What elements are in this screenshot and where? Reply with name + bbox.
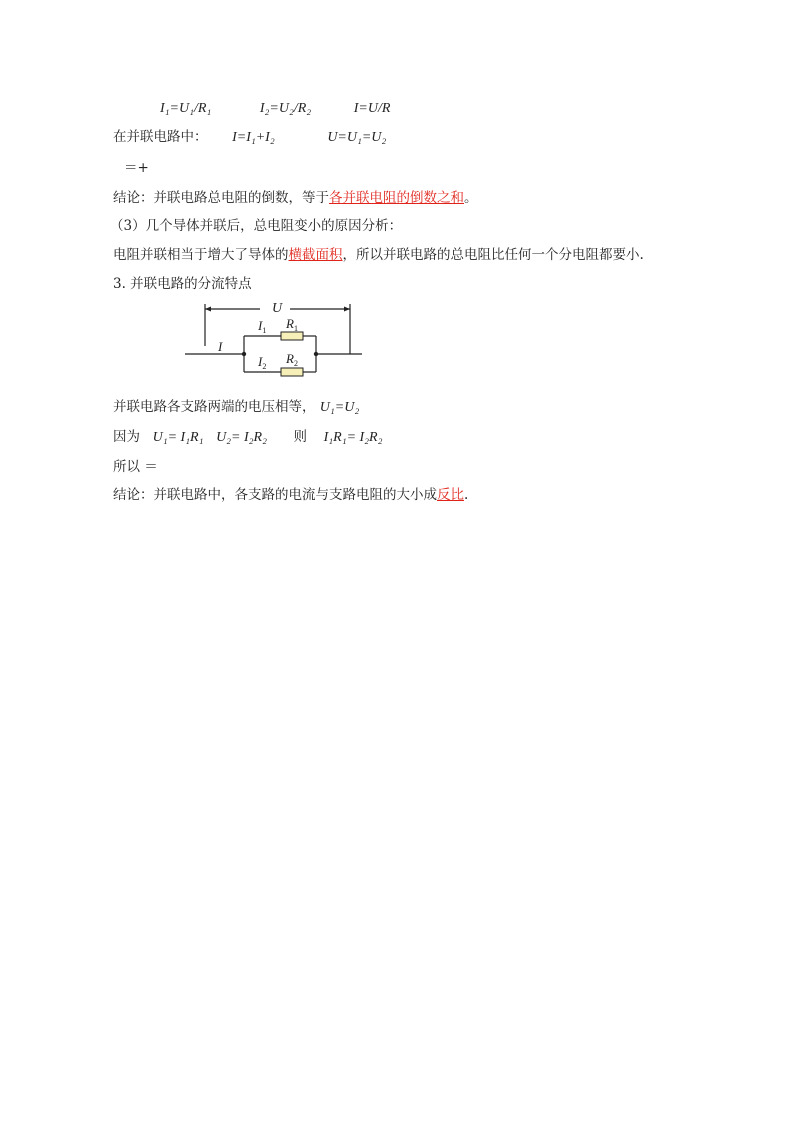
label-r2-sub: 2 [293, 359, 298, 368]
conclusion-2-answer: 反比 [437, 487, 464, 503]
conclusion-1-text: 结论：并联电路总电阻的倒数，等于 [113, 190, 329, 206]
formula-i: I=U/R [353, 101, 391, 116]
resistor-r2 [281, 368, 303, 376]
label-r2-main: R [286, 351, 294, 366]
ohm-law-equal: I₁R₁= I₂R₂ [323, 430, 383, 445]
formula-row-top [160, 99, 390, 118]
conclusion-2 [113, 486, 468, 504]
conclusion-2-end: . [464, 487, 469, 503]
label-r1-main: R [286, 316, 294, 331]
junction-right [314, 352, 318, 356]
resistor-r1 [281, 332, 303, 340]
label-i1 [257, 318, 266, 335]
explanation-end: ，所以并联电路的总电阻比任何一个分电阻都要小. [342, 247, 644, 263]
label-r1 [285, 316, 298, 333]
because-line [113, 428, 382, 447]
conclusion-1-end: 。 [464, 190, 478, 206]
junction-left [242, 352, 246, 356]
label-i2-main: I [258, 354, 263, 369]
ohm-law-2: U₂= I₂R₂ [216, 430, 267, 445]
then-word: 则 [293, 429, 308, 445]
label-r1-sub: 1 [293, 324, 298, 333]
label-i1-sub: 1 [262, 326, 267, 335]
label-i2 [257, 354, 266, 371]
u-arrowhead-right [344, 307, 350, 312]
label-r2 [285, 351, 298, 368]
voltage-equal-formula-2: U₁=U₂ [319, 400, 360, 415]
heading-3: 3. 并联电路的分流特点 [113, 276, 252, 292]
parallel-circuit-diagram [180, 296, 370, 382]
voltage-equal-text: 并联电路各支路两端的电压相等， [113, 399, 316, 415]
label-u: U [272, 301, 283, 316]
section-3-question: （3）几个导体并联后，总电阻变小的原因分析： [110, 218, 403, 234]
formula-i1: I₁=U₁/R₁ [160, 101, 212, 116]
current-sum-formula: I=I₁+I₂ [232, 130, 275, 145]
conclusion-2-text: 结论：并联电路中，各支路的电流与支路电阻的大小成 [113, 487, 437, 503]
label-i2-sub: 2 [262, 362, 267, 371]
explanation-answer: 横截面积 [288, 247, 343, 263]
explanation-text: 电阻并联相当于增大了导体的 [113, 247, 289, 263]
label-i: I [218, 339, 223, 354]
ohm-law-1: U₁= I₁R₁ [152, 430, 204, 445]
conclusion-1 [113, 189, 478, 207]
u-arrowhead-left [205, 307, 211, 312]
label-i1-main: I [258, 318, 263, 333]
therefore-line: 所以 ＝ [113, 459, 158, 475]
parallel-intro: 在并联电路中： [113, 129, 208, 145]
equation-fragment: ＝+ [124, 160, 149, 176]
voltage-equal-line [113, 398, 359, 417]
voltage-equal-formula: U=U₁=U₂ [327, 130, 387, 145]
parallel-relations [113, 128, 386, 147]
conclusion-1-answer: 各并联电阻的倒数之和 [329, 190, 464, 206]
formula-i2: I₂=U₂/R₂ [259, 101, 312, 116]
because-word: 因为 [113, 429, 140, 445]
explanation-line [113, 246, 644, 264]
